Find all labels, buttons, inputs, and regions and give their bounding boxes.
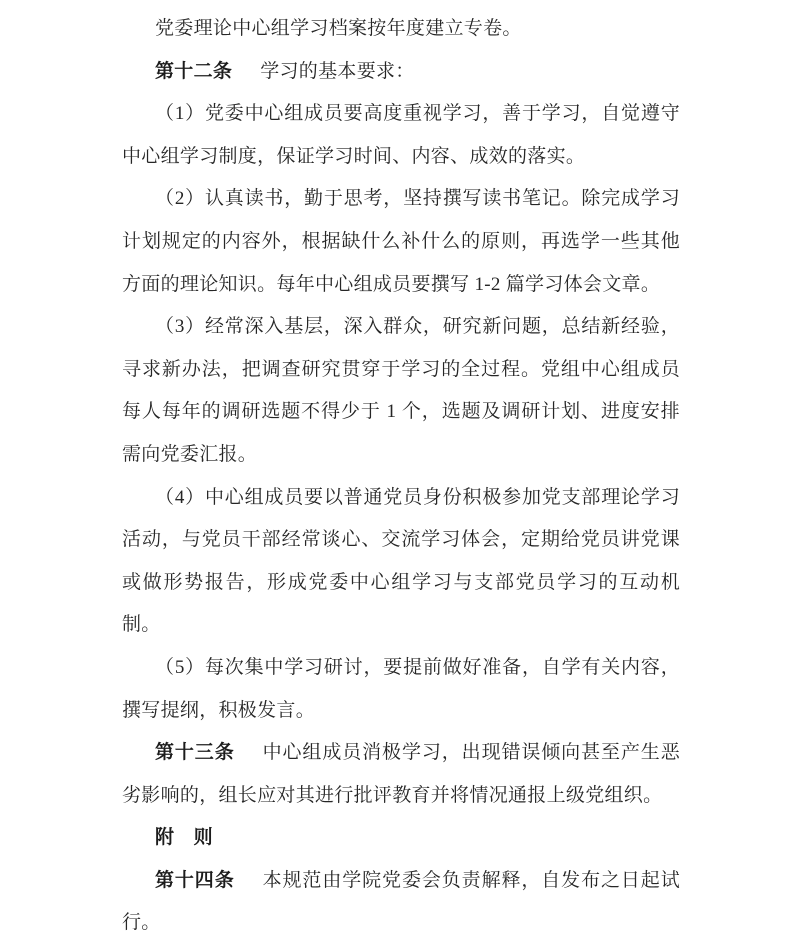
paragraph-text: （2）认真读书，勤于思考，坚持撰写读书笔记。除完成学习计划规定的内容外，根据缺什么补什么的原则，再选学一些其他方面的理论知识。每年中心组成员要撰写 1-2 篇学习体会文章。 — [122, 188, 680, 295]
paragraph-text: 党委理论中心组学习档案按年度建立专卷。 — [155, 18, 522, 39]
article-12-heading: 第十二条 — [155, 60, 233, 82]
paragraph-text: 本规范由学院党委会负责解释，自发布之日起试行。 — [122, 869, 680, 934]
paragraph-text: （1）党委中心组成员要高度重视学习，善于学习，自觉遵守中心组学习制度，保证学习时间、内容、成效的落实。 — [122, 103, 680, 167]
paragraph-article-14 — [122, 860, 680, 945]
paragraph-item-5 — [122, 647, 680, 732]
paragraph-article-13 — [122, 732, 680, 817]
paragraph-text: 中心组成员消极学习，出现错误倾向甚至产生恶劣影响的，组长应对其进行批评教育并将情况通报上级党组织。 — [122, 742, 680, 806]
article-13-heading: 第十三条 — [155, 742, 235, 764]
appendix-heading: 附 则 — [155, 827, 213, 849]
paragraph-text: 学习的基本要求： — [260, 60, 415, 82]
paragraph-article-12 — [122, 51, 680, 94]
paragraph-appendix-title — [122, 817, 680, 860]
paragraph-item-1 — [122, 93, 680, 178]
paragraph-item-2 — [122, 178, 680, 306]
paragraph-item-3 — [122, 306, 680, 476]
paragraph-item-4 — [122, 477, 680, 647]
paragraph-text: （3）经常深入基层，深入群众，研究新问题，总结新经验，寻求新办法，把调查研究贯穿于学习的全过程。党组中心组成员每人每年的调研选题不得少于 1 个，选题及调研计划、进度安排需向党委汇报。 — [122, 316, 680, 465]
article-14-heading: 第十四条 — [155, 869, 235, 891]
paragraph-text: （4）中心组成员要以普通党员身份积极参加党支部理论学习活动，与党员干部经常谈心、交流学习体会，定期给党员讲党课或做形势报告，形成党委中心组学习与支部党员学习的互动机制。 — [122, 486, 680, 636]
paragraph-text: （5）每次集中学习研讨，要提前做好准备，自学有关内容，撰写提纲，积极发言。 — [122, 656, 680, 721]
paragraph-archive-note — [122, 8, 680, 51]
